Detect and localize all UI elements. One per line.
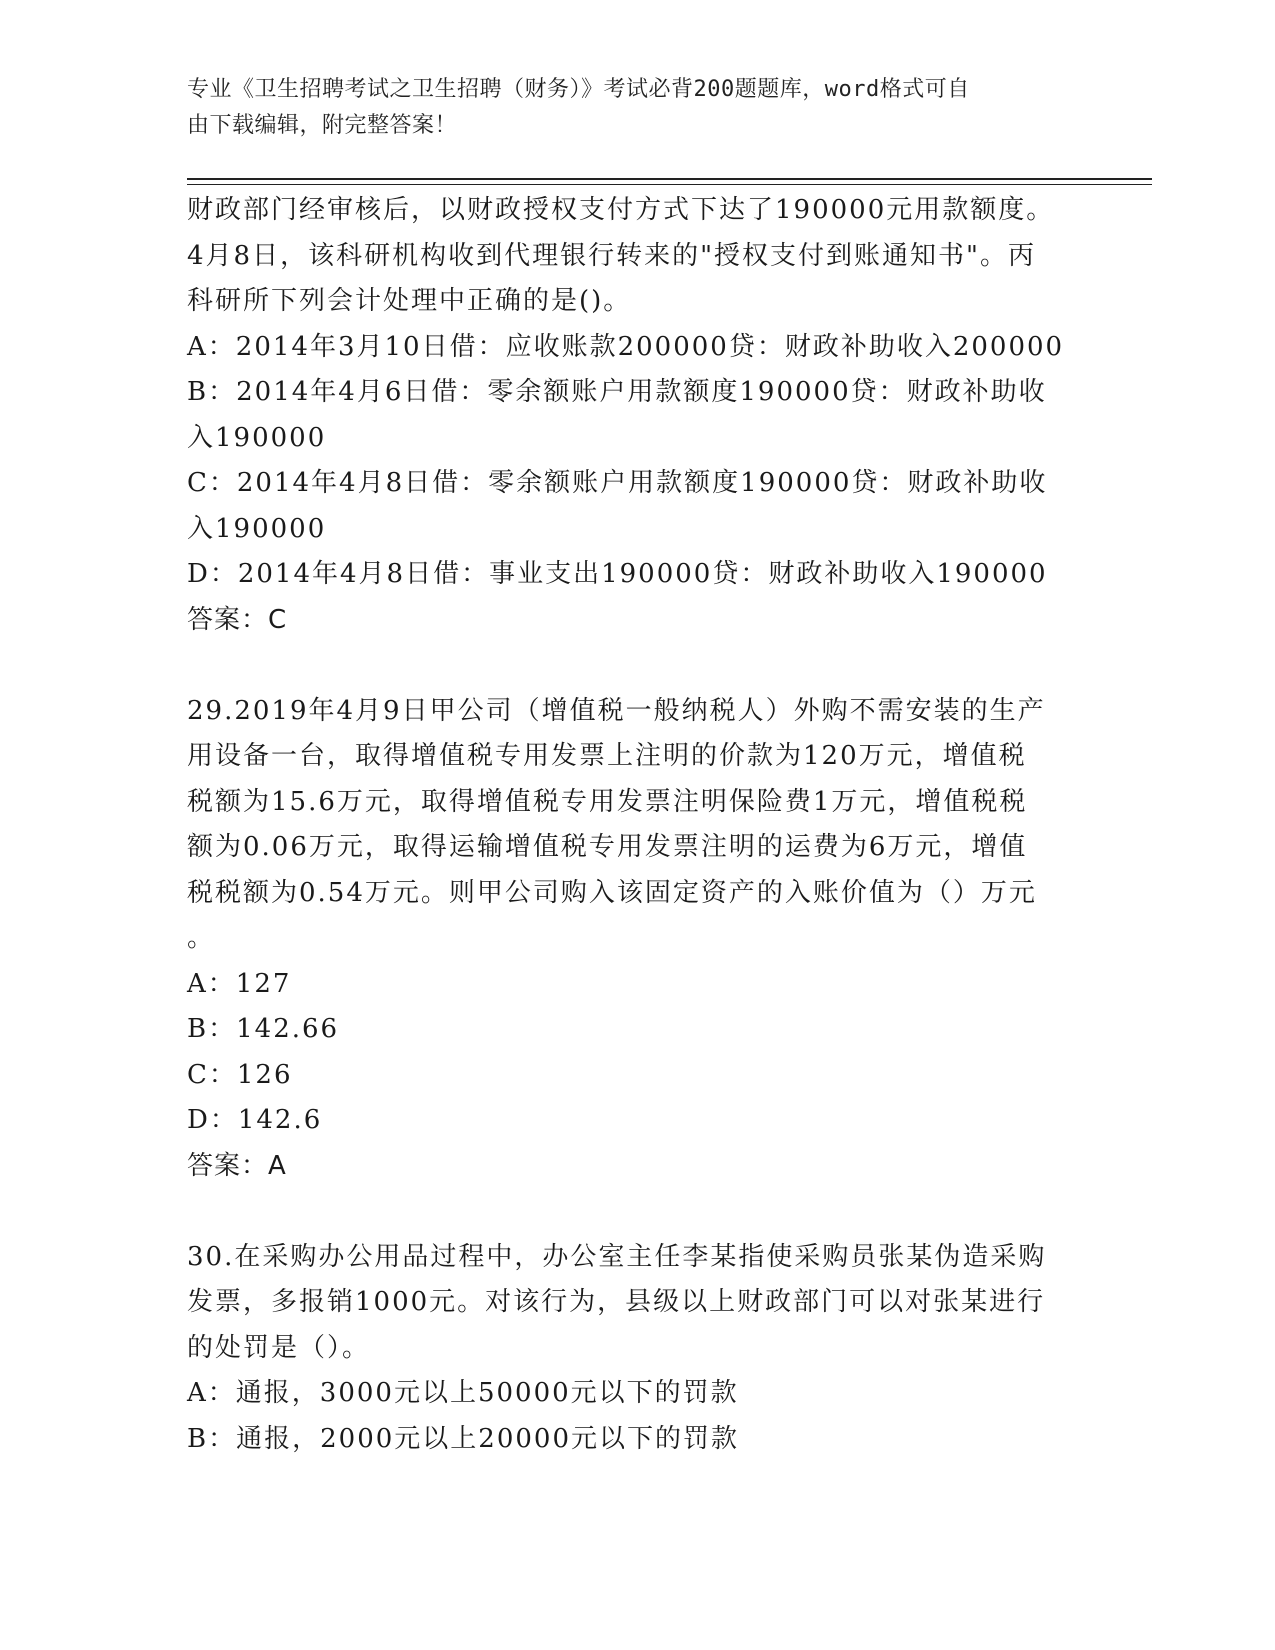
option-d: D：142.6 [187,1105,323,1135]
option-b-continued: 入190000 [187,422,327,453]
header-line-2: 由下载编辑，附完整答案！ [187,113,458,138]
question-stem-line: 的处罚是（）。 [187,1332,371,1363]
question-29 [187,689,1087,1190]
option-b: B：142.66 [187,1014,340,1044]
option-d: D：2014年4月8日借：事业支出190000贷：财政补助收入190000 [187,559,1048,589]
header-rule-thick [187,178,1152,180]
option-a: A：通报，3000元以上50000元以下的罚款 [187,1378,739,1408]
header-rule-thin [187,184,1152,185]
option-c-continued: 入190000 [187,513,327,544]
option-b: B：2014年4月6日借：零余额账户用款额度190000贷：财政补助收 [187,377,1047,407]
spacer [187,1189,1087,1235]
question-30 [187,1235,1087,1463]
option-c: C：126 [187,1059,293,1090]
question-stem-line: 。 [187,923,216,953]
question-stem-line: 财政部门经审核后，以财政授权支付方式下达了190000元用款额度。 [187,195,1055,225]
question-stem-line: 发票，多报销1000元。对该行为，县级以上财政部门可以对张某进行 [187,1287,1046,1317]
answer-line: 答案：A [187,1150,287,1181]
header-line-1: 专业《卫生招聘考试之卫生招聘（财务）》考试必背200题题库，word格式可自 [187,77,970,102]
question-stem-line: 税额为15.6万元，取得增值税专用发票注明保险费1万元，增值税税 [187,786,1028,817]
question-stem-line: 税税额为0.54万元。则甲公司购入该固定资产的入账价值为（）万元 [187,877,1037,908]
question-stem-line: 4月8日，该科研机构收到代理银行转来的"授权支付到账通知书"。丙 [187,240,1037,271]
option-b: B：通报，2000元以上20000元以下的罚款 [187,1423,739,1454]
question-28 [187,188,1087,643]
question-stem-line: 30.在采购办公用品过程中，办公室主任李某指使采购员张某伪造采购 [187,1241,1047,1272]
document-body [187,188,1087,1462]
option-a: A：127 [187,968,292,999]
spacer [187,643,1087,689]
document-header [187,72,1067,144]
option-c: C：2014年4月8日借：零余额账户用款额度190000贷：财政补助收 [187,468,1048,498]
question-stem-line: 29.2019年4月9日甲公司（增值税一般纳税人）外购不需安装的生产 [187,695,1046,726]
question-stem-line: 科研所下列会计处理中正确的是()。 [187,286,632,316]
answer-line: 答案：C [187,604,288,635]
question-stem-line: 额为0.06万元，取得运输增值税专用发票注明的运费为6万元，增值 [187,832,1028,862]
option-a: A：2014年3月10日借：应收账款200000贷：财政补助收入200000 [187,331,1065,362]
question-stem-line: 用设备一台，取得增值税专用发票上注明的价款为120万元，增值税 [187,741,1027,771]
